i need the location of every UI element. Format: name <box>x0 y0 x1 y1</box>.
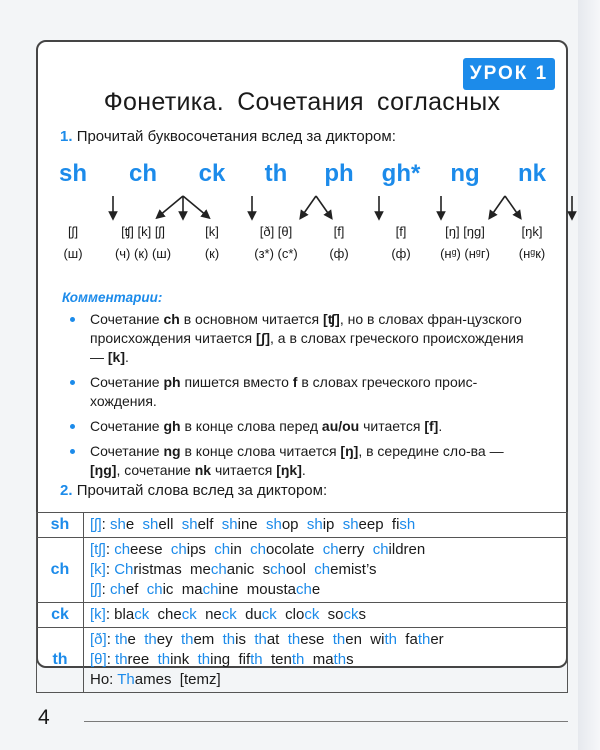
combo-russian-reading: (ф) <box>329 246 349 261</box>
combo-transcription: [ʧ] [k] [ʃ] <box>121 224 165 239</box>
combo-letters: gh* <box>381 160 421 187</box>
comment-item: Сочетание ng в конце слова читается [ŋ], в середине сло-ва — [ŋg], сочетание nk читается [ŋk]. <box>64 442 534 480</box>
word-table <box>36 512 568 693</box>
word-line: [tʃ]: cheese chips chin chocolate cherry children <box>90 541 426 558</box>
task-1-instruction <box>60 128 396 145</box>
combo-russian-reading: (ф) <box>391 246 411 261</box>
row-key: sh <box>37 513 84 538</box>
word-line: [k]: black check neck duck clock socks <box>90 606 366 623</box>
page-title: Фонетика. Сочетания согласных <box>103 88 501 116</box>
comment-item: Сочетание ph пишется вместо f в словах греческого проис-хождения. <box>64 373 534 411</box>
combo-transcription: [ŋk] <box>521 224 543 239</box>
combo-letters: ph <box>324 160 354 187</box>
arrow-line <box>316 196 330 216</box>
footer-rule <box>84 721 568 722</box>
combo-letters: sh <box>58 160 87 187</box>
task-1-number: 1. <box>60 128 73 145</box>
combo-russian-reading: (ч) (к) (ш) <box>114 246 172 261</box>
arrow-icon <box>73 194 153 222</box>
row-key: th <box>37 628 84 693</box>
table-row <box>37 628 568 693</box>
combo-russian-reading: (ш) <box>63 246 83 261</box>
combo-letters: ch <box>128 160 157 187</box>
arrow-icon <box>143 194 223 222</box>
word-line: Ho: Thames [temz] <box>90 671 221 688</box>
combo-letters: nk <box>517 160 546 187</box>
comments-list <box>64 310 534 486</box>
arrow-line <box>183 196 207 216</box>
arrow-line <box>159 196 183 216</box>
arrow-line <box>302 196 316 216</box>
word-line: [θ]: three think thing fifth tenth maths <box>90 651 354 668</box>
table-row <box>37 513 568 538</box>
combo-transcription: [ð] [θ] <box>259 224 293 239</box>
table-row <box>37 603 568 628</box>
row-words <box>84 628 568 693</box>
comment-item: Сочетание ch в основном читается [ʧ], но в словах фран-цузского происхождения читается [ʃ], а в словах греческого происхождения — [k]. <box>64 310 534 367</box>
combo-russian-reading: (нᵍк) <box>518 246 546 261</box>
comment-item: Сочетание gh в конце слова перед au/ou читается [f]. <box>64 417 534 436</box>
task-2-text: Прочитай слова вслед за диктором: <box>76 482 328 499</box>
task-1-text: Прочитай буквосочетания вслед за диктором: <box>76 128 396 145</box>
combo-russian-reading: (к) <box>204 246 220 261</box>
word-line: [ð]: the they them this that these then with father <box>90 631 444 648</box>
row-key: ck <box>37 603 84 628</box>
lesson-badge: УРОК 1 <box>463 58 555 90</box>
arrow-line <box>505 196 519 216</box>
word-line: [k]: Christmas mechanic school chemist’s <box>90 561 377 578</box>
combo-russian-reading: (нᵍ) (нᵍг) <box>440 246 490 261</box>
row-key: ch <box>37 538 84 603</box>
combo-letters: th <box>264 160 288 187</box>
page-number: 4 <box>38 706 50 729</box>
row-words <box>84 603 568 628</box>
combo-russian-reading: (з*) (с*) <box>254 246 298 261</box>
combo-transcription: [ŋ] [ŋg] <box>445 224 485 239</box>
word-line: [ʃ]: she shell shelf shine shop ship sheep fish <box>90 516 416 533</box>
row-words <box>84 538 568 603</box>
combo-transcription: [ʃ] <box>67 224 79 239</box>
combo-transcription: [k] <box>205 224 219 239</box>
combo-letters: ck <box>198 160 226 187</box>
task-2-instruction <box>60 482 327 499</box>
task-2-number: 2. <box>60 482 73 499</box>
arrow-icon <box>532 194 600 222</box>
combo-transcription: [f] <box>395 224 407 239</box>
word-line: [ʃ]: chef chic machine moustache <box>90 581 321 598</box>
table-row <box>37 538 568 603</box>
combo-transcription: [f] <box>333 224 345 239</box>
page-edge <box>578 0 600 750</box>
comments-heading: Комментарии: <box>62 290 163 305</box>
combo-letters: ng <box>450 160 480 187</box>
arrow-line <box>491 196 505 216</box>
row-words <box>84 513 568 538</box>
